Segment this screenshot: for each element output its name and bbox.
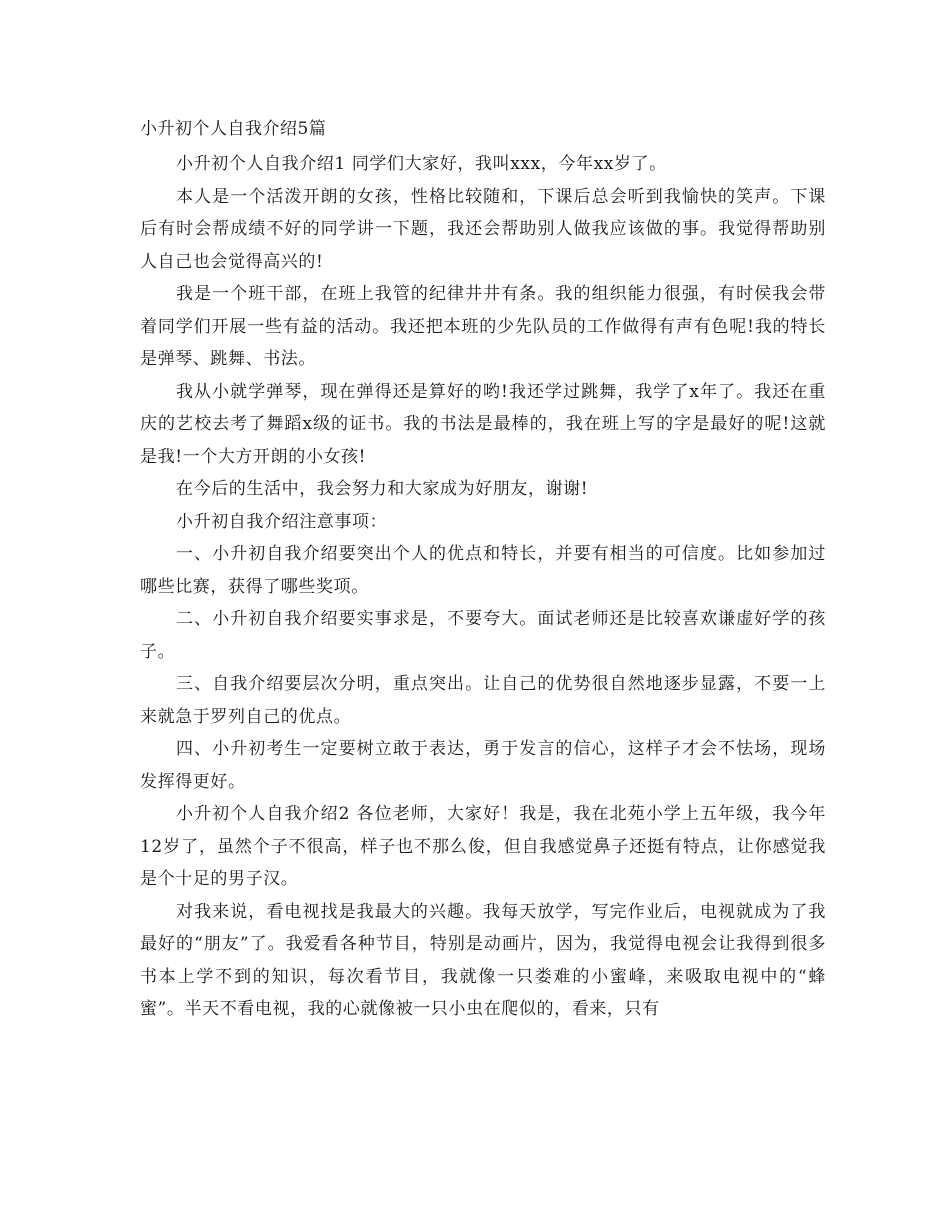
paragraph-personality: 本人是一个活泼开朗的女孩，性格比较随和，下课后总会听到我愉快的笑声。下课后有时会帮成绩不好的同学讲一下题，我还会帮助别人做我应该做的事。我觉得帮助别人自己也会觉得高兴的!	[140, 186, 826, 272]
paragraph-intro-2: 小升初个人自我介绍2 各位老师，大家好！我是，我在北苑小学上五年级，我今年12岁了，虽然个子不很高，样子也不那么俊，但自我感觉鼻子还挺有特点，让你感觉我是个十足的男子汉。	[140, 804, 826, 889]
document-title: 小升初个人自我介绍5篇	[140, 119, 327, 139]
paragraph-closing-1: 在今后的生活中，我会努力和大家成为好朋友，谢谢!	[176, 479, 589, 499]
paragraph-note-1: 一、小升初自我介绍要突出个人的优点和特长，并要有相当的可信度。比如参加过哪些比赛，获得了哪些奖项。	[140, 544, 826, 597]
paragraph-note-2: 二、小升初自我介绍要实事求是，不要夸大。面试老师还是比较喜欢谦虚好学的孩子。	[140, 609, 826, 662]
paragraph-note-4: 四、小升初考生一定要树立敢于表达，勇于发言的信心，这样子才会不怯场，现场发挥得更好。	[140, 739, 826, 792]
paragraph-intro-1: 小升初个人自我介绍1 同学们大家好，我叫xxx，今年xx岁了。	[176, 154, 667, 174]
paragraph-note-3: 三、自我介绍要层次分明，重点突出。让自己的优势很自然地逐步显露，不要一上来就急于罗列自己的优点。	[140, 674, 826, 727]
paragraph-notes-heading: 小升初自我介绍注意事项：	[176, 511, 388, 532]
paragraph-tv-hobby: 对我来说，看电视找是我最大的兴趣。我每天放学，写完作业后，电视就成为了我最好的“朋友”了。我爱看各种节目，特别是动画片，因为，我觉得电视会让我得到很多书本上学不到的知识，每次看节目，我就像一只娄难的小蜜峰，来吸取电视中的“蜂蜜”。半天不看电视，我的心就像被一只小虫在爬似的，看来，只有	[140, 901, 826, 1019]
paragraph-class-cadre: 我是一个班干部，在班上我管的纪律井井有条。我的组织能力很强，有时侯我会带着同学们开展一些有益的活动。我还把本班的少先队员的工作做得有声有色呢!我的特长是弹琴、跳舞、书法。	[140, 284, 826, 369]
document-body	[140, 116, 826, 1026]
paragraph-talents: 我从小就学弹琴，现在弹得还是算好的哟!我还学过跳舞，我学了x年了。我还在重庆的艺校去考了舞蹈x级的证书。我的书法是最棒的，我在班上写的字是最好的呢!这就是我!一个大方开朗的小女孩!	[140, 381, 826, 467]
